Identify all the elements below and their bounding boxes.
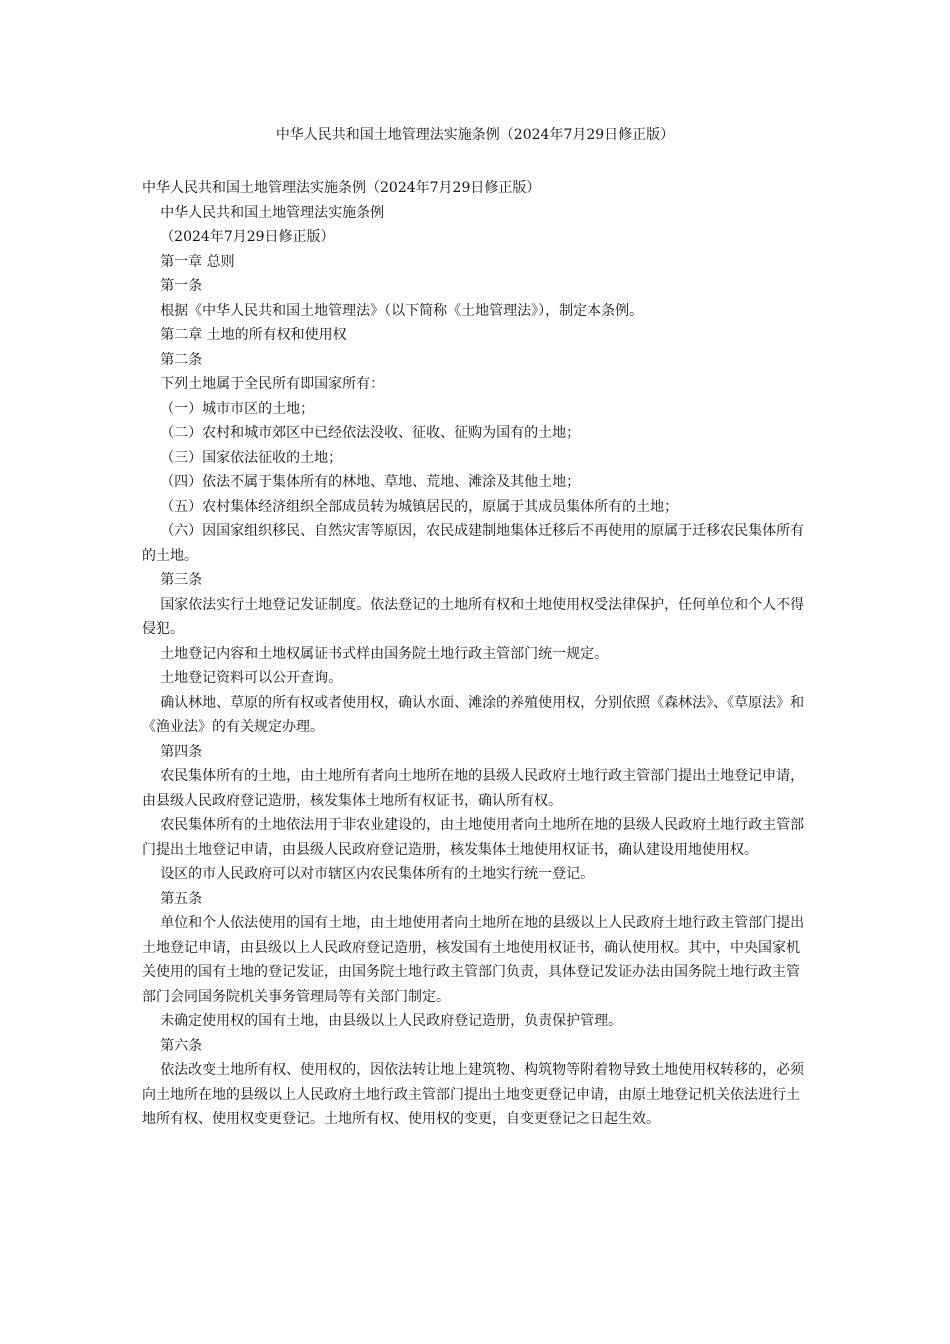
document-header-title: 中华人民共和国土地管理法实施条例（2024年7月29日修正版） (275, 127, 675, 143)
doc-title-line: 中华人民共和国土地管理法实施条例（2024年7月29日修正版） (142, 180, 541, 196)
document-body (142, 176, 810, 1132)
law-version: （2024年7月29日修正版） (160, 229, 335, 245)
paragraph: 依法改变土地所有权、使用权的，因依法转让地上建筑物、构筑物等附着物导致土地使用权转移的，必须向土地所在地的县级以上人民政府土地行政主管部门提出土地变更登记申请，由原土地登记机关依法进行土地所有权、使用权变更登记。土地所有权、使用权的变更，自变更登记之日起生效。 (142, 1062, 805, 1127)
paragraph: 农民集体所有的土地依法用于非农业建设的，由土地使用者向土地所在地的县级人民政府土地行政主管部门提出土地登记申请，由县级人民政府登记造册，核发集体土地使用权证书，确认建设用地使用权。 (142, 817, 805, 858)
paragraph: 根据《中华人民共和国土地管理法》（以下简称《土地管理法》），制定本条例。 (160, 302, 644, 319)
article-heading: 第五条 (160, 890, 203, 907)
paragraph: 土地登记内容和土地权属证书式样由国务院土地行政主管部门统一规定。 (160, 645, 609, 662)
paragraph: 下列土地属于全民所有即国家所有： (160, 376, 385, 392)
article-heading: 第一条 (160, 278, 203, 294)
list-item: （三）国家依法征收的土地； (160, 449, 343, 466)
article-heading: 第三条 (160, 572, 203, 588)
chapter-heading: 第一章 总则 (160, 253, 235, 270)
list-item: （二）农村和城市郊区中已经依法没收、征收、征购为国有的土地； (160, 425, 581, 441)
paragraph: 单位和个人依法使用的国有土地，由土地使用者向土地所在地的县级以上人民政府土地行政主管部门提出土地登记申请，由县级以上人民政府登记造册，核发国有土地使用权证书，确认使用权。其中，中央国家机关使用的国有土地的登记发证，由国务院土地行政主管部门负责，具体登记发证办法由国务院土地行政主管部门会同国务院机关事务管理局等有关部门制定。 (142, 915, 805, 1005)
paragraph: 农民集体所有的土地，由土地所有者向土地所在地的县级人民政府土地行政主管部门提出土地登记申请，由县级人民政府登记造册，核发集体土地所有权证书，确认所有权。 (142, 768, 805, 809)
article-heading: 第四条 (160, 743, 203, 760)
list-item: （一）城市市区的土地； (160, 400, 315, 417)
list-item: （五）农村集体经济组织全部成员转为城镇居民的，原属于其成员集体所有的土地； (160, 498, 679, 515)
paragraph: 土地登记资料可以公开查询。 (160, 670, 343, 686)
paragraph: 设区的市人民政府可以对市辖区内农民集体所有的土地实行统一登记。 (160, 866, 595, 882)
law-name: 中华人民共和国土地管理法实施条例 (160, 204, 385, 221)
list-item: （四）依法不属于集体所有的林地、草地、荒地、滩涂及其他土地； (160, 474, 581, 490)
paragraph: 确认林地、草原的所有权或者使用权，确认水面、滩涂的养殖使用权，分别依照《森林法》、《草原法》和《渔业法》的有关规定办理。 (142, 694, 805, 735)
document-header (0, 125, 950, 145)
list-item: （六）因国家组织移民、自然灾害等原因，农民成建制地集体迁移后不再使用的原属于迁移农民集体所有的土地。 (142, 523, 805, 564)
chapter-heading: 第二章 土地的所有权和使用权 (160, 327, 347, 343)
article-heading: 第六条 (160, 1037, 203, 1054)
paragraph: 国家依法实行土地登记发证制度。依法登记的土地所有权和土地使用权受法律保护，任何单位和个人不得侵犯。 (142, 596, 805, 637)
paragraph: 未确定使用权的国有土地，由县级以上人民政府登记造册，负责保护管理。 (160, 1013, 623, 1029)
article-heading: 第二条 (160, 351, 203, 368)
